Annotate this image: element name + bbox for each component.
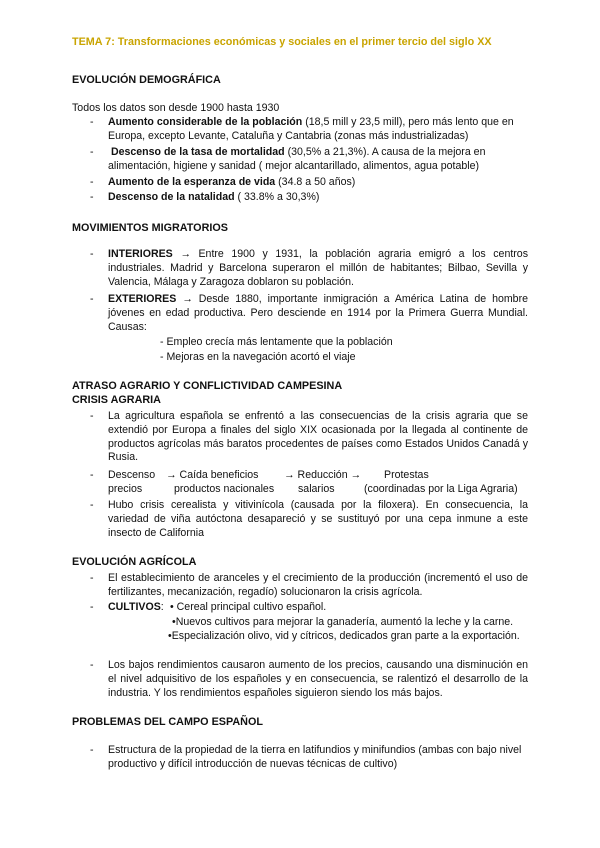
item-text: → Entre 1900 y 1931, la población agraria emigró a los centros industriales. Madrid y Barcelona superaron el millón de habitantes; Bilbao, Sevilla y Valencia, Málaga y Zaragoza doblaron su población. [108,248,528,288]
demografia-intro: Todos los datos son desde 1900 hasta 1930 [72,102,280,114]
list-item: - Hubo crisis cerealista y vitivinícola (causada por la filoxera). En consecuencia, la variedad de viña autóctona desapareció y se sustituyó por una cepa inmune a este insecto de California [90,499,528,539]
chain-cell: Protestas [384,469,429,481]
heading-atraso: ATRASO AGRARIO Y CONFLICTIVIDAD CAMPESINA [72,380,343,392]
list-item: - EXTERIORES → Desde 1880, importante inmigración a América Latina de hombre jóvenes en edad productiva. Pero desciende en 1914 por la Primera Guerra Mundial. Causas: [90,293,528,333]
cultivo-item: •Nuevos cultivos para mejorar la ganadería, aumentó la leche y la carne. [172,616,514,628]
item-text: El establecimiento de aranceles y el crecimiento de la producción (incrementó el uso de fertilizantes, mecanización, regadío) solucionaron la crisis agrícola. [108,572,528,598]
item-bold: Descenso de la natalidad [108,191,235,203]
chain-cell: → Caída beneficios [166,469,259,481]
subheading-crisis: CRISIS AGRARIA [72,394,161,406]
item-text: Hubo crisis cerealista y vitivinícola (causada por la filoxera). En consecuencia, la variedad de viña autóctona desapareció y se sustituyó por una cepa inmune a este insecto de California [108,499,528,539]
item-text: (18,5 mill y 23,5 mill), pero más lento que en Europa, excepto Levante, Cataluña y Cantabria (zonas más industrializadas) [108,116,514,142]
item-bold: EXTERIORES [108,293,177,305]
document-title: TEMA 7: Transformaciones económicas y sociales en el primer tercio del siglo XX [72,36,492,48]
chain-cell: (coordinadas por la Liga Agraria) [364,483,518,495]
item-text: Los bajos rendimientos causaron aumento de los precios, causando una disminución en el nivel adquisitivo de los españoles y en consecuencia, se ralentizó el desarrollo de la industria. Y los rendimientos españoles siguieron siendo los más bajos. [108,659,528,699]
item-bold: Aumento de la esperanza de vida [108,176,276,188]
item-text: La agricultura española se enfrentó a las consecuencias de la crisis agraria que se extendió por Europa a finales del siglo XIX ocasionada por la llegada al continente de productos agrícolas más baratos procedentes de países como Estados Unidos Canadá y Rusia. [108,410,528,464]
list-item: - La agricultura española se enfrentó a las consecuencias de la crisis agraria que se extendió por Europa a finales del siglo XIX ocasionada por la llegada al continente de productos agrícolas más baratos procedentes de países como Estados Unidos Canadá y Rusia. [90,410,528,464]
chain-cell: precios [108,483,143,495]
list-item-chain: - Descenso → Caída beneficios → Reducción → Protestas precios productos nacionales salarios (coordinadas por la Liga Agraria) [90,469,518,495]
chain-cell: productos nacionales [174,483,275,495]
item-text: → Desde 1880, importante inmigración a América Latina de hombre jóvenes en edad productiva. Pero desciende en 1914 por la Primera Guerra Mundial. Causas: [108,293,528,333]
causa-item: - Empleo crecía más lentamente que la población [160,336,393,348]
list-item-cultivos: - CULTIVOS: • Cereal principal cultivo español. •Nuevos cultivos para mejorar la ganadería, aumentó la leche y la carne. •Especialización olivo, vid y cítricos, dedicados gran parte a la exportación. [108,601,528,659]
item-text: ( 33.8% a 30,3%) [234,191,320,203]
heading-problemas: PROBLEMAS DEL CAMPO ESPAÑOL [72,716,263,728]
heading-migratorios: MOVIMIENTOS MIGRATORIOS [72,222,228,234]
item-text: (30,5% a 21,3%). A causa de la mejora en alimentación, higiene y sanidad ( mejor alcantarillado, alimentos, agua potable) [108,146,486,172]
list-item: - Los bajos rendimientos causaron aumento de los precios, causando una disminución en el nivel adquisitivo de los españoles y en consecuencia, se ralentizó el desarrollo de la industria. Y los rendimientos españoles siguieron siendo los más bajos. [90,659,528,699]
item-bold: Descenso de la tasa de mortalidad [110,146,285,158]
list-item: - El establecimiento de aranceles y el crecimiento de la producción (incrementó el uso de fertilizantes, mecanización, regadío) solucionaron la crisis agrícola. [90,572,528,598]
cultivo-item: • Cereal principal cultivo español. [170,601,327,613]
list-item: - INTERIORES → Entre 1900 y 1931, la población agraria emigró a los centros industriales. Madrid y Barcelona superaron el millón de habitantes; Bilbao, Sevilla y Valencia, Málaga y Zaragoza doblaron su población. [90,248,528,288]
chain-cell: salarios [298,483,335,495]
list-item: - Aumento de la esperanza de vida (34.8 a 50 años) [90,176,356,188]
list-item: - Estructura de la propiedad de la tierra en latifundios y minifundios (ambas con bajo nivel productivo y difícil introducción de nuevas técnicas de cultivo) [90,744,522,770]
item-bold: Aumento considerable de la población [108,116,303,128]
list-item: - Aumento considerable de la población (18,5 mill y 23,5 mill), pero más lento que en Europa, excepto Levante, Cataluña y Cantabria (zonas más industrializadas) [90,116,514,142]
heading-agricola: EVOLUCIÓN AGRÍCOLA [72,556,197,568]
list-item: - Descenso de la tasa de mortalidad (30,5% a 21,3%). A causa de la mejora en alimentación, higiene y sanidad ( mejor alcantarillado, alimentos, agua potable) [90,146,486,172]
cultivos-label: CULTIVOS [108,601,161,613]
list-item: - Descenso de la natalidad ( 33.8% a 30,3%) [90,191,320,203]
chain-cell: Descenso [108,469,156,481]
chain-cell: → Reducción → [284,469,362,481]
item-text: (34.8 a 50 años) [275,176,356,188]
item-text: Estructura de la propiedad de la tierra en latifundios y minifundios (ambas con bajo nivel productivo y difícil introducción de nuevas técnicas de cultivo) [108,744,522,770]
causa-item: - Mejoras en la navegación acortó el viaje [160,351,356,363]
heading-demografia: EVOLUCIÓN DEMOGRÁFICA [72,74,221,86]
cultivo-item: •Especialización olivo, vid y cítricos, dedicados gran parte a la exportación. [168,630,520,642]
item-bold: INTERIORES [108,248,173,260]
